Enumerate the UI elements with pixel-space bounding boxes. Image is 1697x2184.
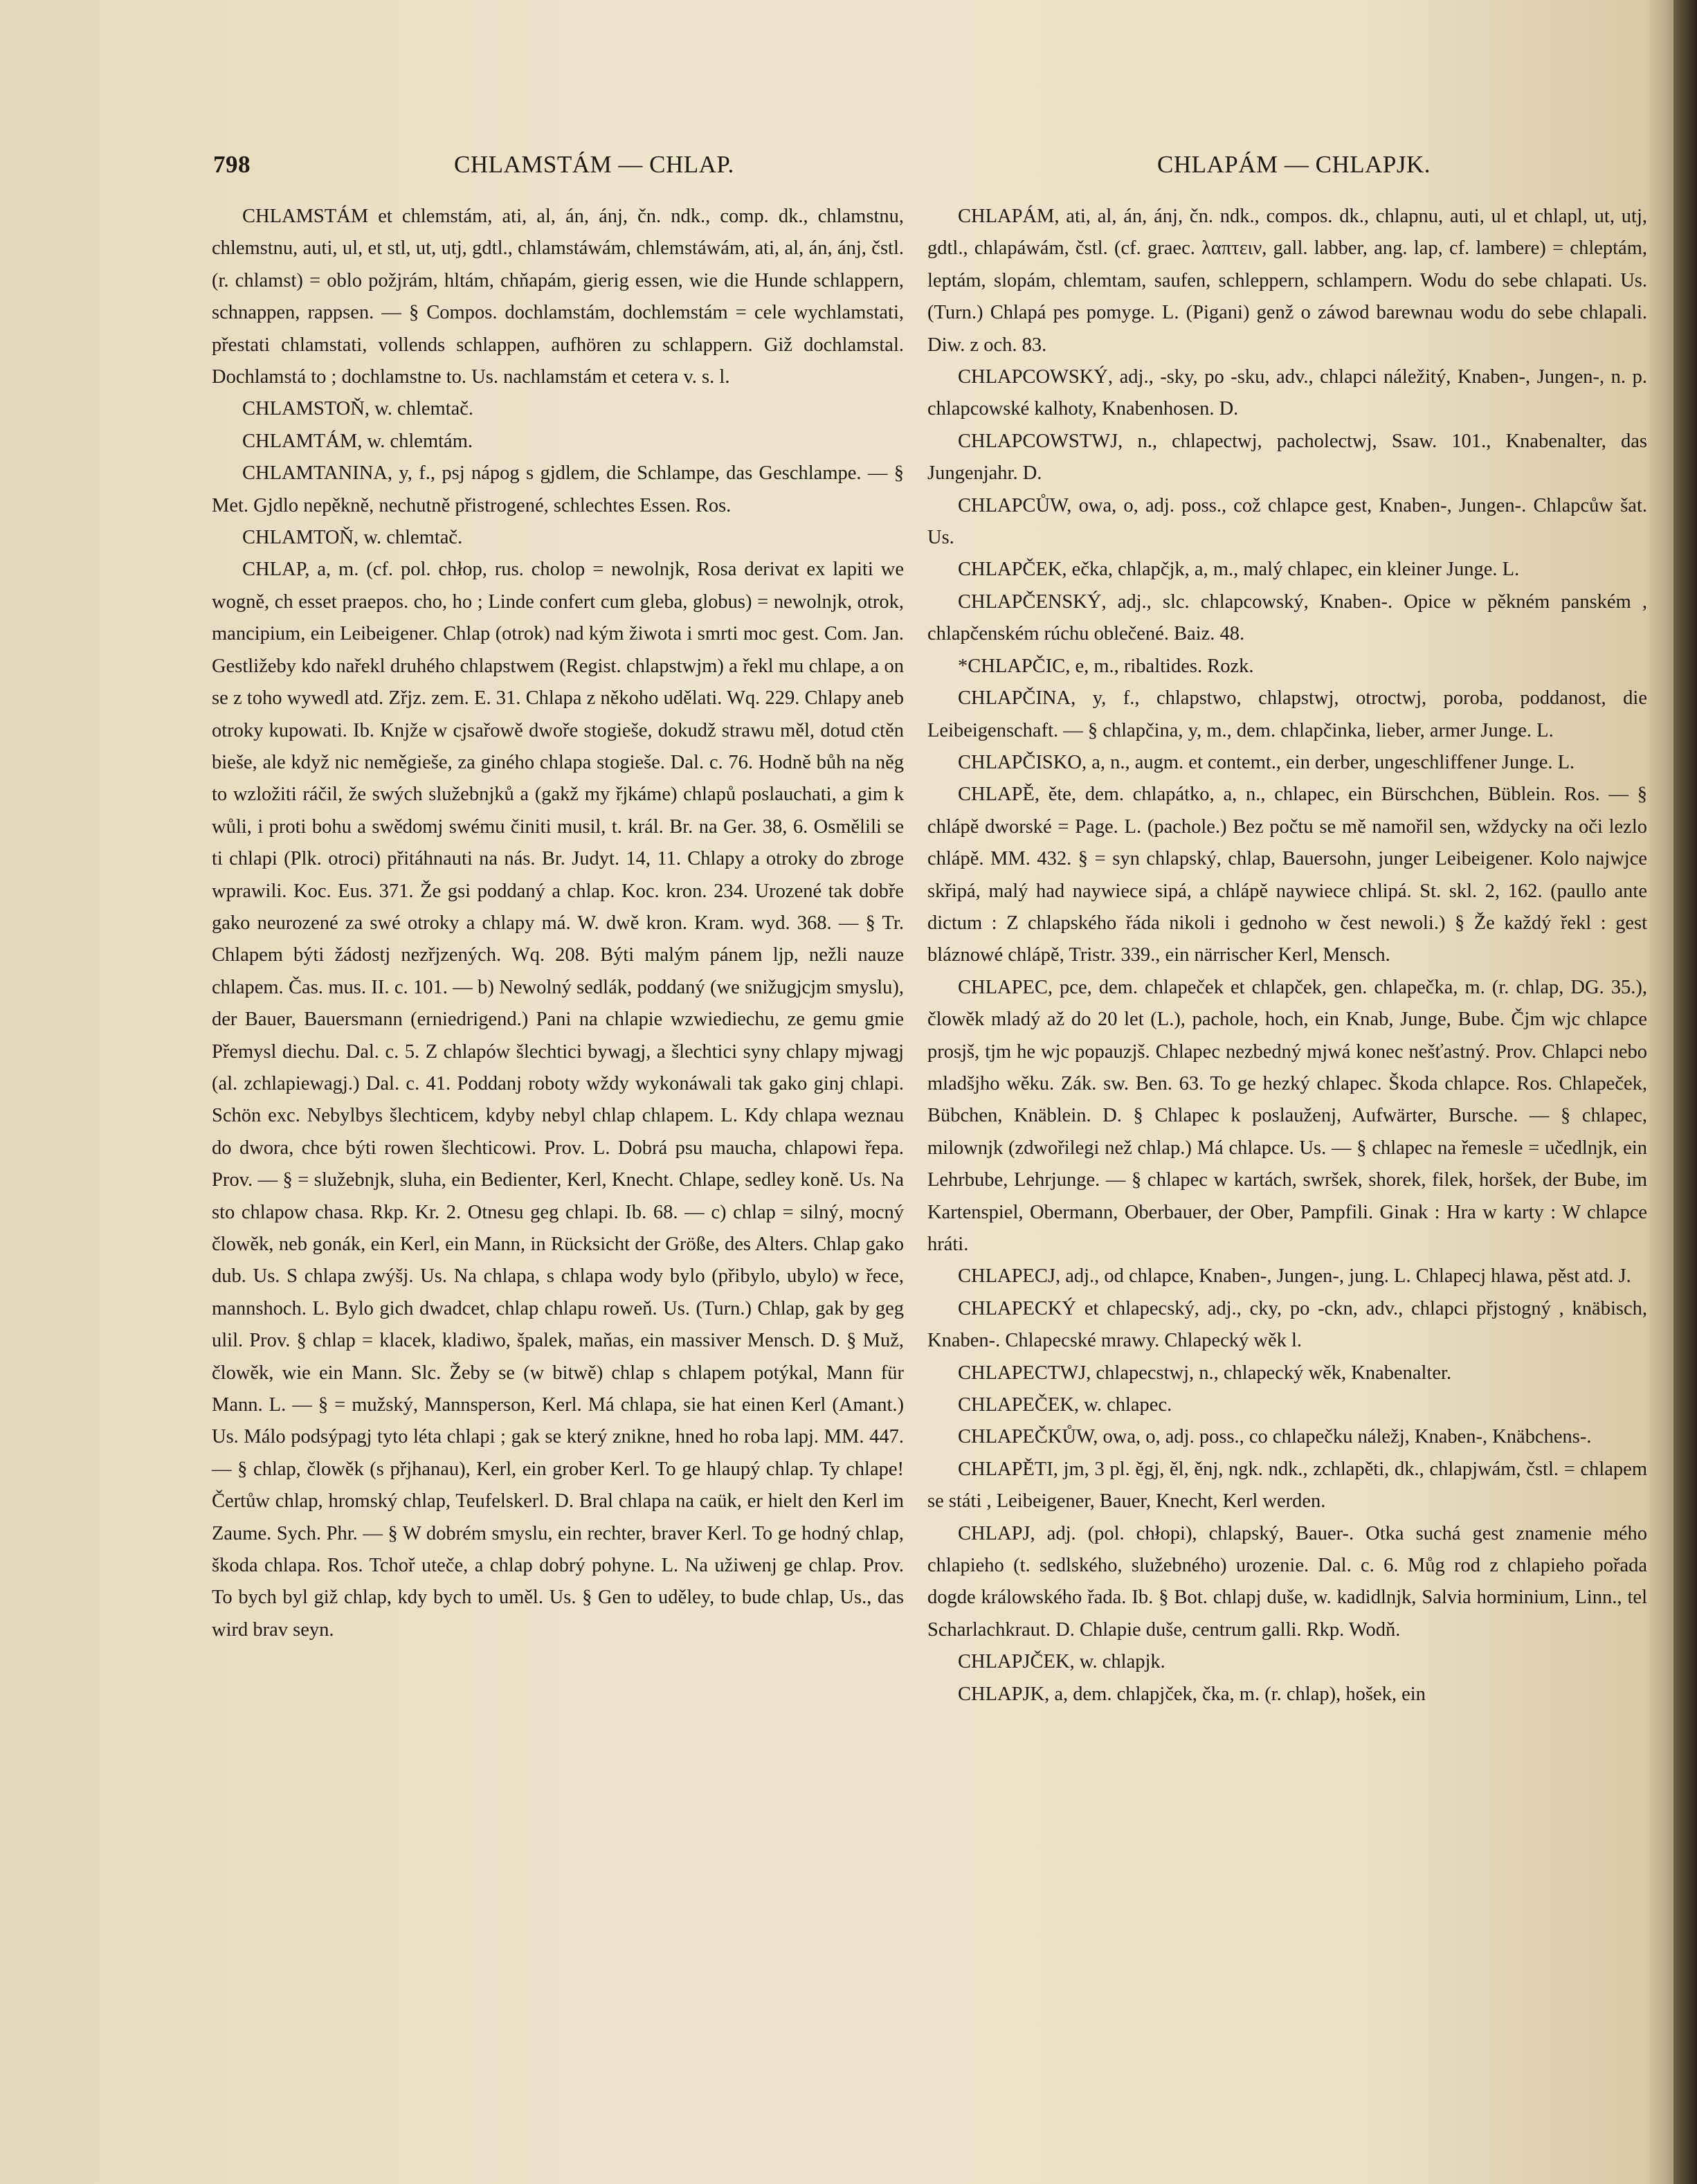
entry-chlapectwj: CHLAPECTWJ, chlapecstwj, n., chlapecký wěk, Knabenalter. — [958, 1362, 1452, 1384]
entry-chlapam: CHLAPÁM, ati, al, án, ánj, čn. ndk., compos. dk., chlapnu, auti, ul et chlapl, ut, utj, gdtl., chlapáwám, čstl. (cf. graec. λαπτειν, gall. labber, ang. lap, cf. lambere) = chleptám, leptám, slopám, chlemtam, saufen, schleppern, schlampern. Wodu do sebe chlapati. Us. (Turn.) Chlapá pes pomyge. L. (Pigani) genž o záwod barewnau wodu do sebe chlapali. Diw. z och. 83. — [927, 206, 1647, 356]
entry-chlamton: CHLAMTOŇ, w. chlemtač. — [242, 527, 463, 549]
entry-chlapec: CHLAPEC, pce, dem. chlapeček et chlapček, gen. chlapečka, m. (r. chlap, DG. 35.), člowěk mladý až do 20 let (L.), pachole, hoch, ein Knab, Junge, Bube. Čjm wjc chlapce prosjš, tjm he wjc popauzjš. Chlapec nezbedný mjwá konec nešťastný. Prov. Chlapci nebo mladšjho wěku. Zák. sw. Ben. 63. To ge hezký chlapec. Škoda chlapce. Ros. Chlapeček, Bübchen, Knäblein. D. § Chlapec k poslauženj, Aufwärter, Bursche. — § chlapec, milownjk (zdwořilegi než chlap.) Má chlapce. Us. — § chlapec na řemesle = učedlnjk, ein Lehrbube, Lehrjunge. — § chlapec w kartách, swršek, shorek, filek, horšek, der Bube, im Kartenspiel, Obermann, Oberbauer, der Ober, Pampfili. Ginak : Hra w karty : W chlapce hráti. — [927, 976, 1647, 1255]
entry-chlapeckuw: CHLAPEČKŮW, owa, o, adj. poss., co chlapečku náležj, Knaben-, Knäbchens-. — [958, 1426, 1592, 1448]
entry-chlapcina: CHLAPČINA, y, f., chlapstwo, chlapstwj, otroctwj, poroba, poddanost, die Leibeigenschaft. — § chlapčina, y, m., dem. chlapčinka, lieber, armer Junge. L. — [927, 687, 1647, 741]
entry-chlapecek: CHLAPEČEK, w. chlapec. — [958, 1394, 1172, 1416]
entry-chlamston: CHLAMSTOŇ, w. chlemtač. — [242, 398, 474, 420]
entry-chlapjcek: CHLAPJČEK, w. chlapjk. — [958, 1651, 1165, 1673]
entry-chlamtanina: CHLAMTANINA, y, f., psj nápog s gjdlem, die Schlampe, das Geschlampe. — § Met. Gjdlo nepěkně, nechutně přistrogené, schlechtes Essen. Ros. — [212, 462, 904, 516]
right-running-head: CHLAPÁM — CHLAPJK. — [1157, 151, 1431, 178]
entry-chlapcowstwj: CHLAPCOWSTWJ, n., chlapectwj, pacholectwj, Ssaw. 101., Knabenalter, das Jungenjahr. D. — [927, 430, 1647, 485]
book-binding-edge — [1673, 0, 1697, 2184]
entry-chlapcowsky: CHLAPCOWSKÝ, adj., -sky, po -sku, adv., chlapci náležitý, Knaben-, Jungen-, n. p. chlapcowské kalhoty, Knabenhosen. D. — [927, 366, 1647, 420]
entry-chlapecky: CHLAPECKÝ et chlapecský, adj., cky, po -ckn, adv., chlapci přjstogný , knäbisch, Knaben-. Chlapecské mrawy. Chlapecký wěk l. — [927, 1297, 1647, 1352]
page-number: 798 — [213, 151, 251, 178]
entry-chlapcensky: CHLAPČENSKÝ, adj., slc. chlapcowský, Knaben-. Opice w pěkném panském , chlapčenském rúchu oblečené. Baiz. 48. — [927, 590, 1647, 645]
entry-chlamtam: CHLAMTÁM, w. chlemtám. — [242, 430, 473, 452]
left-running-head: CHLAMSTÁM — CHLAP. — [454, 151, 734, 178]
left-column — [212, 201, 904, 1646]
entry-chlapcisko: CHLAPČISKO, a, n., augm. et contemt., ein derber, ungeschliffener Junge. L. — [958, 751, 1575, 773]
entry-chlapeti: CHLAPĚTI, jm, 3 pl. ěgj, ěl, ěnj, ngk. ndk., zchlapěti, dk., chlapjwám, čstl. = chlapem se státi , Leibeigener, Bauer, Knecht, Kerl werden. — [927, 1458, 1647, 1513]
right-column — [927, 201, 1647, 1711]
entry-chlapj: CHLAPJ, adj. (pol. chłopi), chlapský, Bauer-. Otka suchá gest znamenie mého chlapieho (t. sedlského, služebného) urozenie. Dal. c. 6. Můg rod z chlapieho pořada dogde králowského řada. Ib. § Bot. chlapj duše, w. kadidlnjk, Salvia horminium, Linn., tel Scharlachkraut. D. Chlapie duše, centrum galli. Rkp. Wodň. — [927, 1522, 1647, 1641]
entry-chlamstam: CHLAMSTÁM et chlemstám, ati, al, án, ánj, čn. ndk., comp. dk., chlamstnu, chlemstnu, auti, ul, et stl, ut, utj, gdtl., chlamstáwám, chlemstáwám, ati, al, án, ánj, čstl. (r. chlamst) = oblo požjrám, hltám, chňapám, gierig essen, wie die Hunde schlappern, schnappen, rappsen. — § Compos. dochlamstám, dochlemstám = cele wychlamstati, přestati chlamstati, vollends schlappen, aufhören zu schlappern. Giž dochlamstal. Dochlamstá to ; dochlamstne to. Us. nachlamstám et cetera v. s. l. — [212, 206, 904, 388]
entry-chlapcuw: CHLAPCŮW, owa, o, adj. poss., což chlapce gest, Knaben-, Jungen-. Chlapcůw šat. Us. — [927, 494, 1647, 549]
entry-chlapcic: *CHLAPČIC, e, m., ribaltides. Rozk. — [958, 655, 1254, 677]
entry-chlapcek: CHLAPČEK, ečka, chlapčjk, a, m., malý chlapec, ein kleiner Junge. L. — [958, 559, 1520, 581]
entry-chlape: CHLAPĚ, ěte, dem. chlapátko, a, n., chlapec, ein Bürschchen, Büblein. Ros. — § chlápě dworské = Page. L. (pachole.) Bez počtu se mě namořil sen, wždycky na oči lezlo chlápě. MM. 432. § = syn chlapský, chlap, Bauersohn, junger Leibeigener. Kolo najwjce skřipá, malý had naywiece sipá, a chlápě naywiece chlipá. St. skl. 2, 162. (paullo ante dictum : Z chlapského řáda nikoli i gednoho w čest newoli.) § Že každý řekl : gest bláznowé chlápě, Tristr. 339., ein närrischer Kerl, Mensch. — [927, 784, 1647, 966]
entry-chlapecj: CHLAPECJ, adj., od chlapce, Knaben-, Jungen-, jung. L. Chlapecj hlawa, pěst atd. J. — [958, 1265, 1631, 1288]
entry-chlapjk: CHLAPJK, a, dem. chlapjček, čka, m. (r. chlap), hošek, ein — [958, 1683, 1426, 1705]
entry-chlap: CHLAP, a, m. (cf. pol. chłop, rus. cholop = newolnjk, Rosa derivat ex lapiti we wogně, ch esset praepos. cho, ho ; Linde confert cum gleba, globus) = newolnjk, otrok, mancipium, ein Leibeigener. Chlap (otrok) nad kým žiwota i smrti moc gest. Com. Jan. Gestližeby kdo nařekl druhého chlapstwem (Regist. chlapstwjm) a řekl mu chlape, a on se z toho wywedl atd. Zřjz. zem. E. 31. Chlapa z někoho udělati. Wq. 229. Chlapy aneb otroky kupowati. Ib. Knjže w cjsařowě dwoře stogieše, dokudž strawu měl, dotud ctěn bieše, ale když nic neměgieše, za giného chlapa stogieše. Dal. c. 76. Hodně bůh na něg to wzložiti ráčil, že swých služebnjků a (gakž my řjkáme) chlapů poslauchati, a gim k wůli, i proti bohu a swědomj swému činiti musil, t. král. Br. na Ger. 38, 6. Osmělili se ti chlapi (Plk. otroci) přitáhnauti na nás. Br. Judyt. 14, 11. Chlapy a otroky do zbroge wprawili. Koc. Eus. 371. Že gsi poddaný a chlap. Koc. kron. 234. Urozené tak dobře gako neurozené za swé otroky a chlapy má. W. dwě kron. Kram. wyd. 368. — § Tr. Chlapem býti žádostj nezřjzených. Wq. 208. Býti malým pánem ljp, nežli nauze chlapem. Čas. mus. II. c. 101. — b) Newolný sedlák, poddaný (we snižugjcjm smyslu), der Bauer, Bauersmann (erniedrigend.) Pani na chlapie wzwiediechu, ze gemu gmie Přemysl diechu. Dal. c. 5. Z chlapów šlechtici bywagj, a šlechtici syny chlapy mjwagj (al. zchlapiewagj.) Dal. c. 41. Poddanj roboty wždy wykonáwali tak gako ginj chlapi. Schön exc. Nebylbys šlechticem, kdyby nebyl chlap chlapem. L. Kdy chlapa weznau do dwora, chce býti rowen šlechticowi. Prov. L. Dobrá psu maucha, chlapowi řepa. Prov. — § = služebnjk, sluha, ein Bedienter, Kerl, Knecht. Chlape, sedley koně. Us. Na sto chlapow chasa. Rkp. Kr. 2. Otnesu geg chlapi. Ib. 68. — c) chlap = silný, mocný člowěk, neb gonák, ein Kerl, ein Mann, in Rücksicht der Größe, des Alters. Chlap gako dub. Us. S chlapa zwýšj. Us. Na chlapa, s chlapa wody bylo (přibylo, ubylo) w řece, mannshoch. L. Bylo gich dwadcet, chlap chlapu roweň. Us. (Turn.) Chlap, gak by geg ulil. Prov. § chlap = klacek, kladiwo, špalek, maňas, ein massiver Mensch. D. § Muž, člowěk, wie ein Mann. Slc. Žeby se (w bitwě) chlap s chlapem potýkal, Mann für Mann. L. — § = mužský, Mannsperson, Kerl. Má chlapa, sie hat einen Kerl (Amant.) Us. Málo podsýpagj tyto léta chlapi ; gak se který znikne, hned ho roba lapj. MM. 447. — § chlap, člowěk (s přjhanau), Kerl, ein grober Kerl. To ge hlaupý chlap. Ty chlape! Čertůw chlap, hromský chlap, Teufelskerl. D. Bral chlapa na caük, er hielt den Kerl im Zaume. Sych. Phr. — § W dobrém smyslu, ein rechter, braver Kerl. To ge hodný chlap, škoda chlapa. Ros. Tchoř uteče, a chlap dobrý pohyne. L. Na užiwenj ge chlap. Prov. To bych byl giž chlap, kdy bych to uměl. Us. § Gen to uděley, to bude chlap, Us., das wird brav seyn. — [212, 559, 904, 1641]
